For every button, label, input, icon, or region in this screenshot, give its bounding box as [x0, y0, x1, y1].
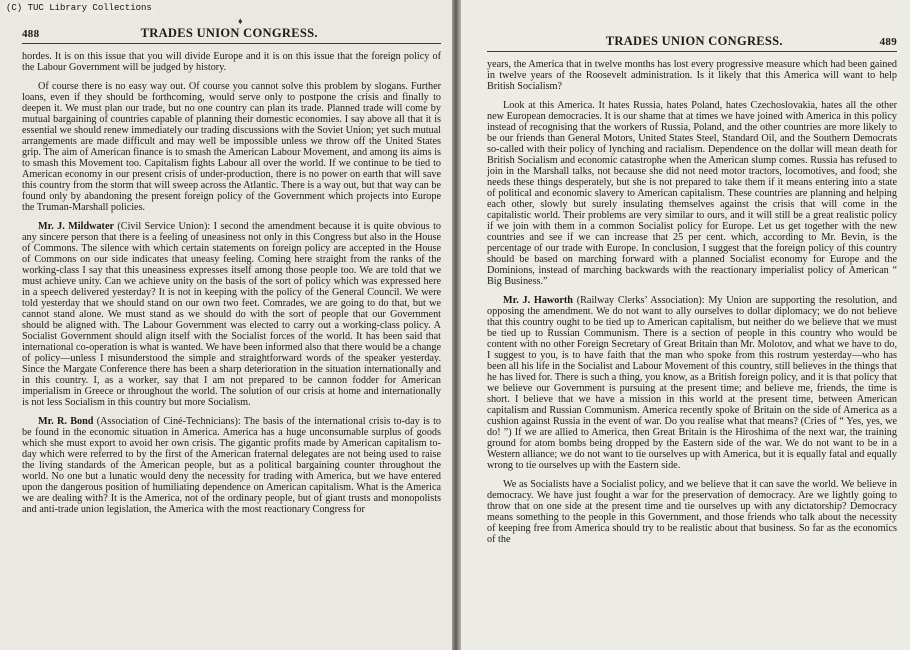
left-page-paragraph: [22, 416, 441, 515]
right-running-head: [487, 27, 897, 52]
left-page-number: 488: [22, 28, 40, 40]
book-gutter: [452, 0, 461, 650]
speaker-name: Mr. R. Bond: [38, 416, 94, 427]
paragraph-text: Look at this America. It hates Russia, hates Poland, hates Czechoslovakia, hates all the other new European democracies. It is our shame that at times we have joined with America in this policy instead of recognising that the workers of Russia, Poland, and the other countries are more likely to be our friends than General Motors, United States Steel, Standard Oil, and the Southern Democrats so-called with their policy of lynching and racialism. Dependence on the dollar will mean death for British Socialism and economic catastrophe when the American slump comes. Russia has refused to join in the Marshall talks, not because she did not need motor tractors, locomotives, and food; she needs these things desperately, but she is not prepared to take them if it means entering into a state of political and economic slavery to American capitalism. These countries are planning and helping each other, slowly but surely insulating themselves against the crisis that will come in the capitalistic world. Their problems are very similar to ours, and it will still be a great realistic policy if we join with them in a common Socialist policy for Europe. Let us get together with the new countries and see if we can increase that 25 per cent. which, according to Mr. Bevin, is the percentage of our trade with Europe. In conclusion, I suggest that the foreign policy of this country should be based on marching forward with a planned Socialist economy for Europe and the Dominions, instead of marching backwards with the reactionary imperialist policy of American “ Big Business.”: [487, 100, 897, 287]
paragraph-text: We as Socialists have a Socialist policy, and we believe that it can save the world. We believe in democracy. We have just fought a war for the preservation of democracy. Are we lightly going to throw that on one side at the present time and tie ourselves up with any dictatorship? Democracy means something to the people in this Government, and those friends who talk about the necessity of keeping free from America should try to be realistic about that business. So far as the economics of the: [487, 479, 897, 545]
paragraph-text: (Railway Clerks’ Association): My Union are supporting the resolution, and opposing the amendment. We do not want to ally ourselves to dollar diplomacy; we do not believe that this country ought to be tied up to American capitalism, but neither do we believe that we must be tied up to Russian Communism. There is a section of people in this country who would be content with no other Foreign Secretary of Great Britain than Mr. Molotov, and what we have to do, I suggest to you, is to have faith that the man who spoke from this rostrum yesterday—who has been all his life in the Socialist and Labour Movement of this country, still believes in the things that he has lived for. There is such a thing, you know, as a British foreign policy, and it is that policy that we believe our Government is pursuing at the present time; and believe me, friends, the time is short. I believe that we have a mission in this world at the present time, between American capitalism and Russian Communism. America recently spoke of Britain on the side of America as a cushion against Russia in the event of war. Do you realise what that means? (Cries of “ Yes, yes, we do! ”) If we are allied to America, then Great Britain is the Hiroshima of the next war, the training ground for atom bombs being dropped by the Eastern side of the war. We do not want to be in a Western alliance; we do not want to tie ourselves up with America, but it is equally fatal and equally wrong to tie ourselves up with the Eastern side.: [487, 295, 897, 471]
left-page-body: [22, 51, 441, 515]
right-page: [461, 0, 910, 650]
right-page-paragraph: [487, 59, 897, 92]
right-page-number: 489: [879, 36, 897, 48]
right-header-title: TRADES UNION CONGRESS.: [605, 34, 783, 48]
paragraph-text: (Civil Service Union): I second the amendment because it is quite obvious to any sincere person that there is a feeling of uneasiness not only in this Congress but also in the House of Commons. The silence with which certain statements on foreign policy are accepted in the House of Commons on our side indicates that uneasy feeling. Coming here straight from the ranks of the working-class I say that this uneasiness expresses itself among those people too. We are told that we must achieve unity. Can we achieve unity on the basis of the sort of policy which was expressed here in a speech delivered yesterday? It is not in keeping with the policy of the General Council. We were told yesterday that we should stand on our own two feet. Comrades, we are going to do that, but we cannot stand alone. We must stand as we should do with the sort of people that our Government should be aligned with. The Labour Government was elected to carry out a working-class policy. A Socialist Government should align itself with the Socialist forces of the world. It has been said that international co-operation is what is wanted. We have been informed also that there would be a change of policy—unless I misunderstood the simple and straightforward words of the speaker yesterday. Since the Margate Conference there has been a sharp deterioration in the situation internationally and in this country. I, as a worker, say that I am not prepared to be cannon fodder for American imperialism in Greece or throughout the world. The solution of our crisis at home and internationally is not less Socialism in this country but more Socialism.: [22, 221, 441, 408]
left-page-paragraph: [22, 81, 441, 213]
left-page-paragraph: [22, 221, 441, 408]
right-page-body: [487, 59, 897, 545]
speaker-name: Mr. J. Haworth: [503, 295, 573, 306]
paragraph-text: (Association of Ciné-Technicians): The basis of the international crisis to-day is to be found in the economic situation in America. America has a huge unconsumable surplus of goods which she must export to avoid her own crisis. The gigantic profits made by American capitalism to-day which were referred to by the first of the American fraternal delegates are not being used to raise the living standards of the American people, but as a political bargaining counter throughout the world. No one but a lunatic would deny the necessity for trading with America, but we have entered upon the dangerous position of humiliating dependence on American capitalism. What is the America we are dealing with? It is the America, not of the ordinary people, but of giant trusts and monopolists and anti-trade union legislation, the America with the most reactionary Congress for: [22, 416, 442, 515]
speaker-name: Mr. J. Mildwater: [38, 221, 114, 232]
paragraph-text: Of course there is no easy way out. Of course you cannot solve this problem by slogans. Further loans, even if they should be forthcoming, would serve only to postpone the crisis and finally to deepen it. We must plan our trade, but no one country can plan its trade. Planned trade will come by mutual bargaining of countries capable of planning their domestic economies. I say above all that it is essential we should renew immediately our trading discussions with the Soviet Union; yet such mutual arrangements are made difficult and may well be impossible unless we throw off the United States grip. The aim of American finance is to smash the American Labour Movement, and among its aims is to smash this Movement too. Capitalism fights Labour all over the world. If we continue to be tied to American economy in our present crisis of under-production, there is no power on earth that will save this country from the storm that will sweep across the Atlantic. There is a way out, but that way can be found only by abandoning the present foreign policy of the Government which projects into Europe the Truman-Marshall policies.: [22, 81, 441, 213]
left-page-paragraph: [22, 51, 441, 73]
left-running-head: [22, 26, 441, 44]
paragraph-text: years, the America that in twelve months has lost every progressive measure which had been gained in twelve years of the Roosevelt administration. Is it likely that this America will want to help British Socialism?: [487, 59, 897, 92]
left-page: [0, 0, 452, 650]
left-header-title: TRADES UNION CONGRESS.: [140, 26, 318, 40]
right-page-paragraph: [487, 100, 897, 287]
ornament-mark: ♦: [238, 16, 243, 26]
right-page-paragraph: [487, 295, 897, 471]
right-page-paragraph: [487, 479, 897, 545]
paragraph-text: hordes. It is on this issue that you will divide Europe and it is on this issue that the foreign policy of the Labour Government will be judged by history.: [22, 51, 441, 73]
copyright-watermark: (C) TUC Library Collections: [6, 3, 152, 13]
